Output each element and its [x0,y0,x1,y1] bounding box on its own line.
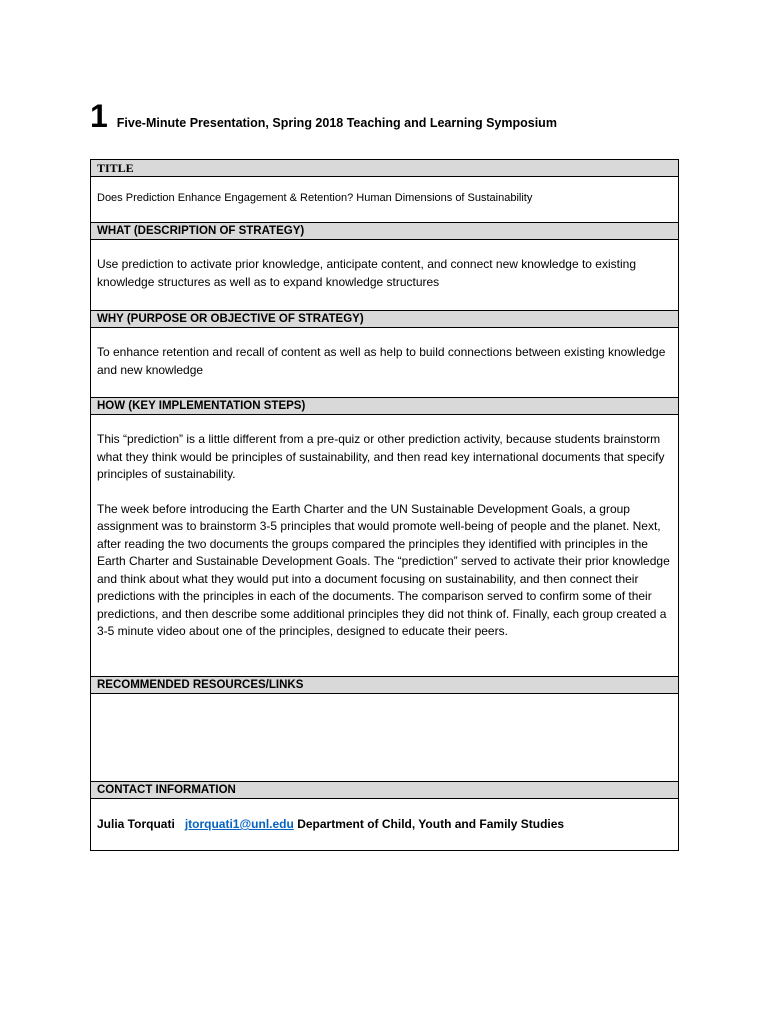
what-text: Use prediction to activate prior knowledge, anticipate content, and connect new knowledge to existing knowledge structures as well as to expand knowledge structures [97,257,636,289]
how-section-body [91,415,678,677]
resources-section-label: RECOMMENDED RESOURCES/LINKS [91,677,678,694]
why-section-label: WHY (PURPOSE OR OBJECTIVE OF STRATEGY) [91,311,678,328]
why-text: To enhance retention and recall of content as well as help to build connections between existing knowledge and new knowledge [97,345,666,377]
contact-name: Julia Torquati [97,817,175,831]
how-section-label: HOW (KEY IMPLEMENTATION STEPS) [91,398,678,415]
contact-department: Department of Child, Youth and Family Studies [297,817,565,831]
title-section-body [91,177,678,223]
how-paragraph-1: This “prediction” is a little different from a pre-quiz or other prediction activity, because students brainstorm what they think would be principles of sustainability, and then read key international documents that specify principles of sustainability. [97,432,665,481]
title-section-label: TITLE [91,160,678,177]
title-text: Does Prediction Enhance Engagement & Retention? Human Dimensions of Sustainability [97,192,533,204]
why-section-body [91,328,678,398]
contact-section-label: CONTACT INFORMATION [91,782,678,799]
heading-text: Five-Minute Presentation, Spring 2018 Teaching and Learning Symposium [116,116,557,130]
what-section-label: WHAT (DESCRIPTION OF STRATEGY) [91,223,678,240]
how-paragraph-2: The week before introducing the Earth Charter and the UN Sustainable Development Goals, a group assignment was to brainstorm 3-5 principles that would promote well-being of people and the planet. Next, after reading the two documents the groups compared the principles they identified with principles in the Earth Charter and Sustainable Development Goals. The “prediction” served to activate their prior knowledge and think about what they would put into a document focusing on sustainability, and then connect their predictions with the principles in each of the documents. The comparison served to confirm some of their predictions, and then describe some additional principles they did not think of. Finally, each group created a 3-5 minute video about one of the principles, designed to educate their peers. [97,501,670,638]
resources-section-body [91,694,678,782]
strategy-form-table [90,159,679,851]
contact-email-link[interactable]: jtorquati1@unl.edu [184,817,294,831]
what-section-body [91,240,678,311]
heading-number: 1 [90,98,108,134]
document-heading [90,98,557,134]
contact-section-body [91,799,678,850]
